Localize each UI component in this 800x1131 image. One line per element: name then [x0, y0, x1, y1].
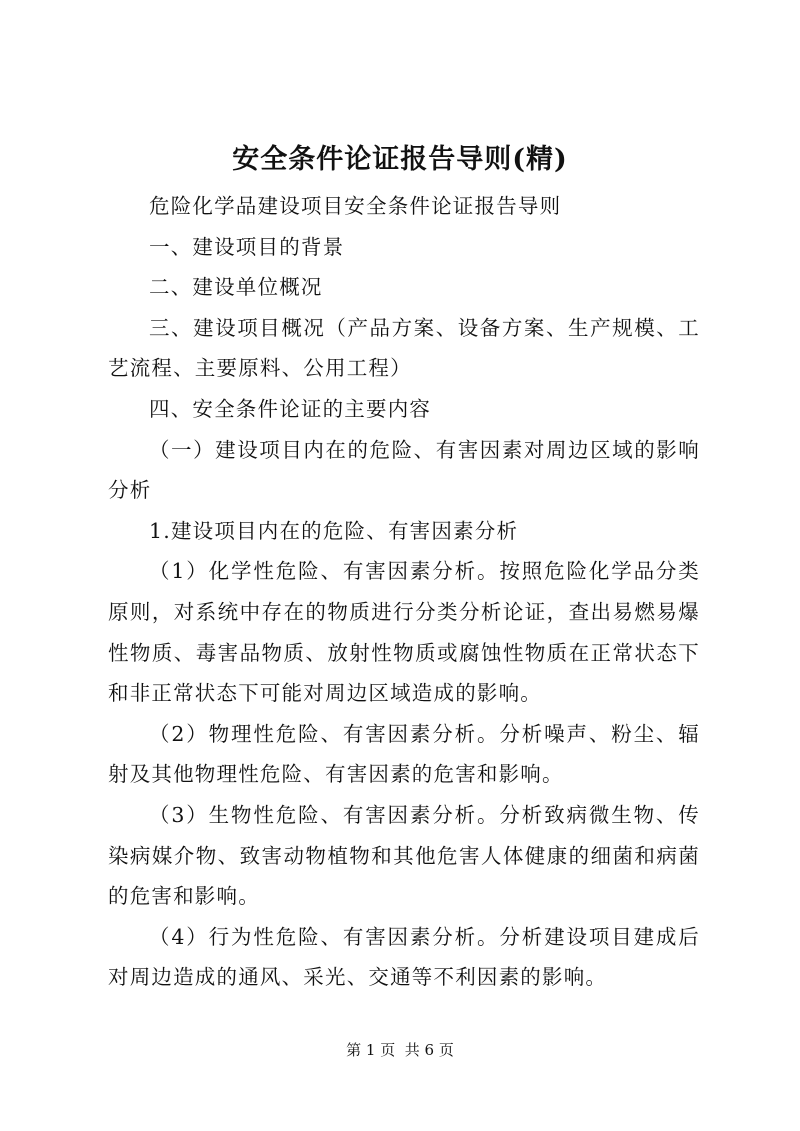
- paragraph-biological-analysis: （3）生物性危险、有害因素分析。分析致病微生物、传染病媒介物、致害动物植物和其他危害人体健康的细菌和病菌的危害和影响。: [108, 802, 700, 909]
- paragraph-chemical-analysis: （1）化学性危险、有害因素分析。按照危险化学品分类原则，对系统中存在的物质进行分类分析论证，查出易燃易爆性物质、毒害品物质、放射性物质或腐蚀性物质在正常状态下和非正常状态下可能对周边区域造成的影响。: [108, 559, 700, 706]
- paragraph-section-1: 一、建设项目的背景: [149, 234, 345, 259]
- document-body: [108, 186, 700, 998]
- paragraph-section-4: 四、安全条件论证的主要内容: [149, 396, 432, 421]
- paragraph-behavioral-analysis: （4）行为性危险、有害因素分析。分析建设项目建成后对周边造成的通风、采光、交通等不利因素的影响。: [108, 924, 700, 990]
- paragraph-section-3: 三、建设项目概况（产品方案、设备方案、生产规模、工艺流程、主要原料、公用工程）: [108, 315, 700, 381]
- paragraph-section-2: 二、建设单位概况: [149, 275, 323, 300]
- paragraph-physical-analysis: （2）物理性危险、有害因素分析。分析噪声、粉尘、辐射及其他物理性危险、有害因素的危害和影响。: [108, 721, 700, 787]
- page-number-label: 第 1 页 共 6 页: [346, 1041, 454, 1059]
- paragraph-subtitle: 危险化学品建设项目安全条件论证报告导则: [149, 194, 562, 218]
- document-title: 安全条件论证报告导则(精): [232, 144, 568, 175]
- page-footer: [0, 1040, 800, 1060]
- paragraph-subsection-1: （一）建设项目内在的危险、有害因素对周边区域的影响分析: [108, 437, 700, 503]
- paragraph-item-1: 1.建设项目内在的危险、有害因素分析: [149, 518, 519, 543]
